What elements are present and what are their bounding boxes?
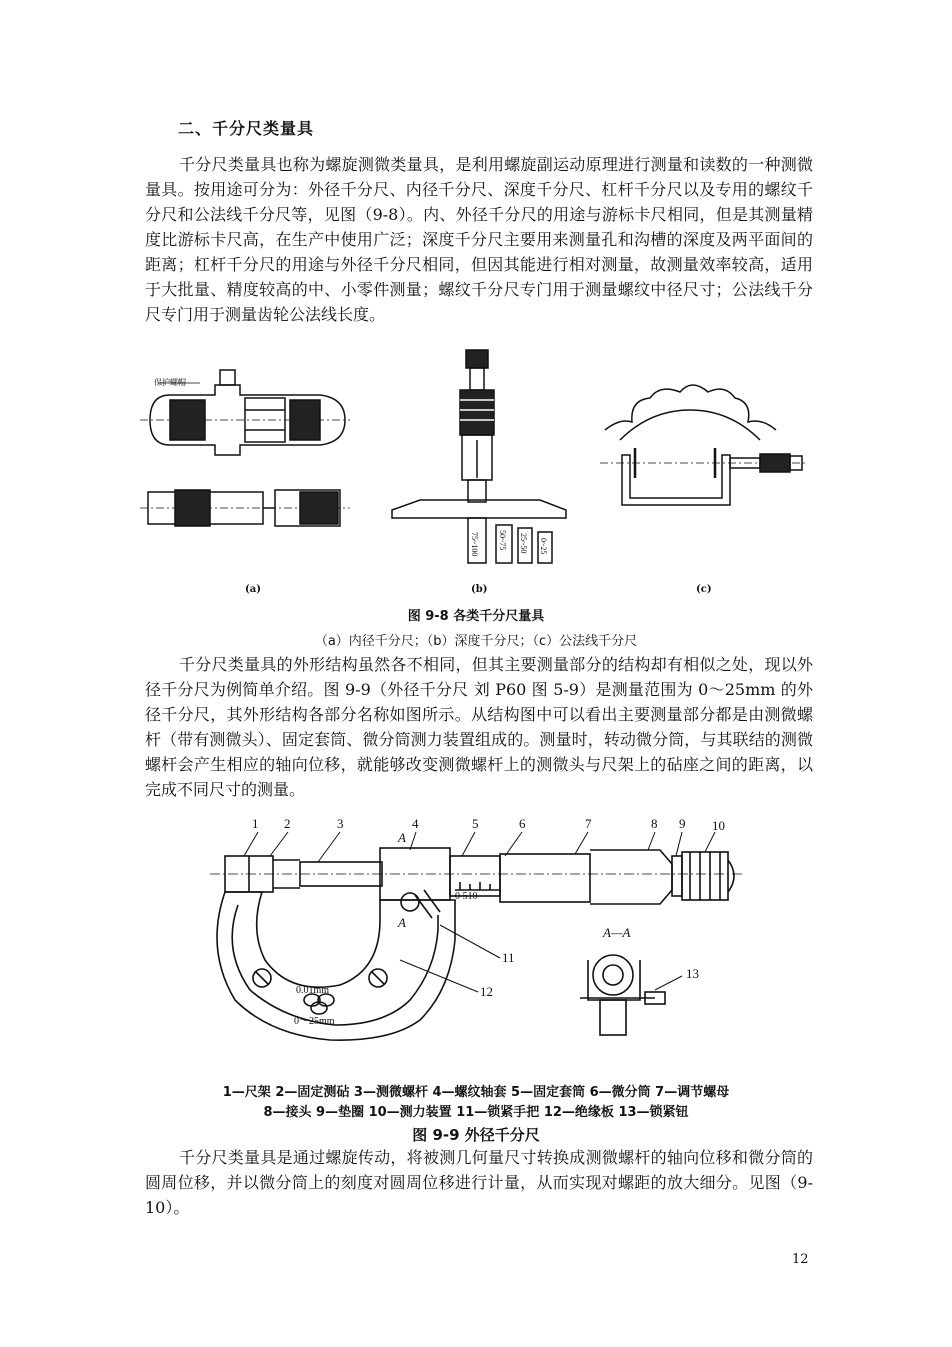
fig99-part-7: 7 xyxy=(585,816,592,831)
fig99-section-mark-a: A xyxy=(398,830,406,845)
fig99-frame-text-1: 0.01mm xyxy=(296,985,330,996)
fig98-rod-label-4: 0~25 xyxy=(539,538,548,555)
figure-9-8-subtitle: （a）内径千分尺；（b）深度千分尺；（c）公法线千分尺 xyxy=(314,634,638,649)
figure-9-8-title: 图 9-8 各类千分尺量具 xyxy=(407,609,545,624)
figure-9-9-title: 图 9-9 外径千分尺 xyxy=(412,1126,540,1144)
figure-9-9-legend-line-2: 8—接头 9—垫圈 10—测力装置 11—锁紧手把 12—绝缘板 13—锁紧钮 xyxy=(263,1105,689,1120)
paragraph-3: 千分尺类量具是通过螺旋传动，将被测几何量尺寸转换成测微螺杆的轴向位移和微分筒的圆周位移，并以微分筒上的刻度对圆周位移进行计量，从而实现对螺距的放大细分。见图（9-10）。 xyxy=(145,1148,813,1217)
fig99-part-3: 3 xyxy=(337,816,344,831)
fig99-part-8: 8 xyxy=(651,816,658,831)
fig98-rod-label-2: 50~75 xyxy=(498,530,507,551)
fig99-scale-text: 0 510 xyxy=(455,891,478,902)
fig99-part-11: 11 xyxy=(502,950,515,965)
fig98-label-a: (a) xyxy=(245,584,261,595)
fig99-part-4: 4 xyxy=(412,816,419,831)
fig99-part-5: 5 xyxy=(472,816,479,831)
fig99-section-mark-a2: A xyxy=(398,915,406,930)
fig98-rod-label-3: 25~50 xyxy=(519,533,528,554)
page-number: 12 xyxy=(792,1252,809,1267)
paragraph-1: 千分尺类量具也称为螺旋测微类量具，是利用螺旋副运动原理进行测量和读数的一种测微量具。按用途可分为：外径千分尺、内径千分尺、深度千分尺、杠杆千分尺以及专用的螺纹千分尺和公法线千分尺等，见图（9-8）。内、外径千分尺的用途与游标卡尺相同，但是其测量精度比游标卡尺高，在生产中使用广泛；深度千分尺主要用来测量孔和沟槽的深度及两平面间的距离；杠杆千分尺的用途与外径千分尺相同，但因其能进行相对测量，故测量效率较高，适用于大批量、精度较高的中、小零件测量；螺纹千分尺专门用于测量螺纹中径尺寸；公法线千分尺专门用于测量齿轮公法线长度。 xyxy=(145,155,813,324)
section-heading: 二、千分尺类量具 xyxy=(178,119,315,138)
fig99-part-6: 6 xyxy=(519,816,526,831)
fig98-label-b: (b) xyxy=(471,584,488,595)
fig98-rod-label-1: 75~100 xyxy=(470,532,479,557)
figure-9-9-legend-line-1: 1—尺架 2—固定测砧 3—测微螺杆 4—螺纹轴套 5—固定套筒 6—微分筒 7—调节螺母 xyxy=(222,1085,730,1100)
fig99-part-10: 10 xyxy=(712,818,725,833)
fig99-part-13: 13 xyxy=(686,966,699,981)
fig98-inner-label: 保护螺帽 xyxy=(154,378,186,387)
fig99-frame-text-2: 0～25mm xyxy=(294,1016,335,1027)
fig99-section-aa: A—A xyxy=(603,925,631,940)
fig99-part-2: 2 xyxy=(284,816,291,831)
fig98-label-c: (c) xyxy=(696,584,712,595)
fig99-part-9: 9 xyxy=(679,816,686,831)
fig99-part-1: 1 xyxy=(252,816,259,831)
fig99-part-12: 12 xyxy=(480,984,493,999)
paragraph-2: 千分尺类量具的外形结构虽然各不相同，但其主要测量部分的结构却有相似之处，现以外径千分尺为例简单介绍。图 9-9（外径千分尺 刘 P60 图 5-9）是测量范围为 0～25mm 的外径千分尺，其外形结构各部分名称如图所示。从结构图中可以看出主要测量部分都是由测微螺杆（带有测微头）、固定套筒、微分筒测力装置组成的。测量时，转动微分筒，与其联结的测微螺杆会产生相应的轴向位移，就能够改变测微螺杆上的测微头与尺架上的砧座之间的距离，以完成不同尺寸的测量。 xyxy=(145,655,813,799)
